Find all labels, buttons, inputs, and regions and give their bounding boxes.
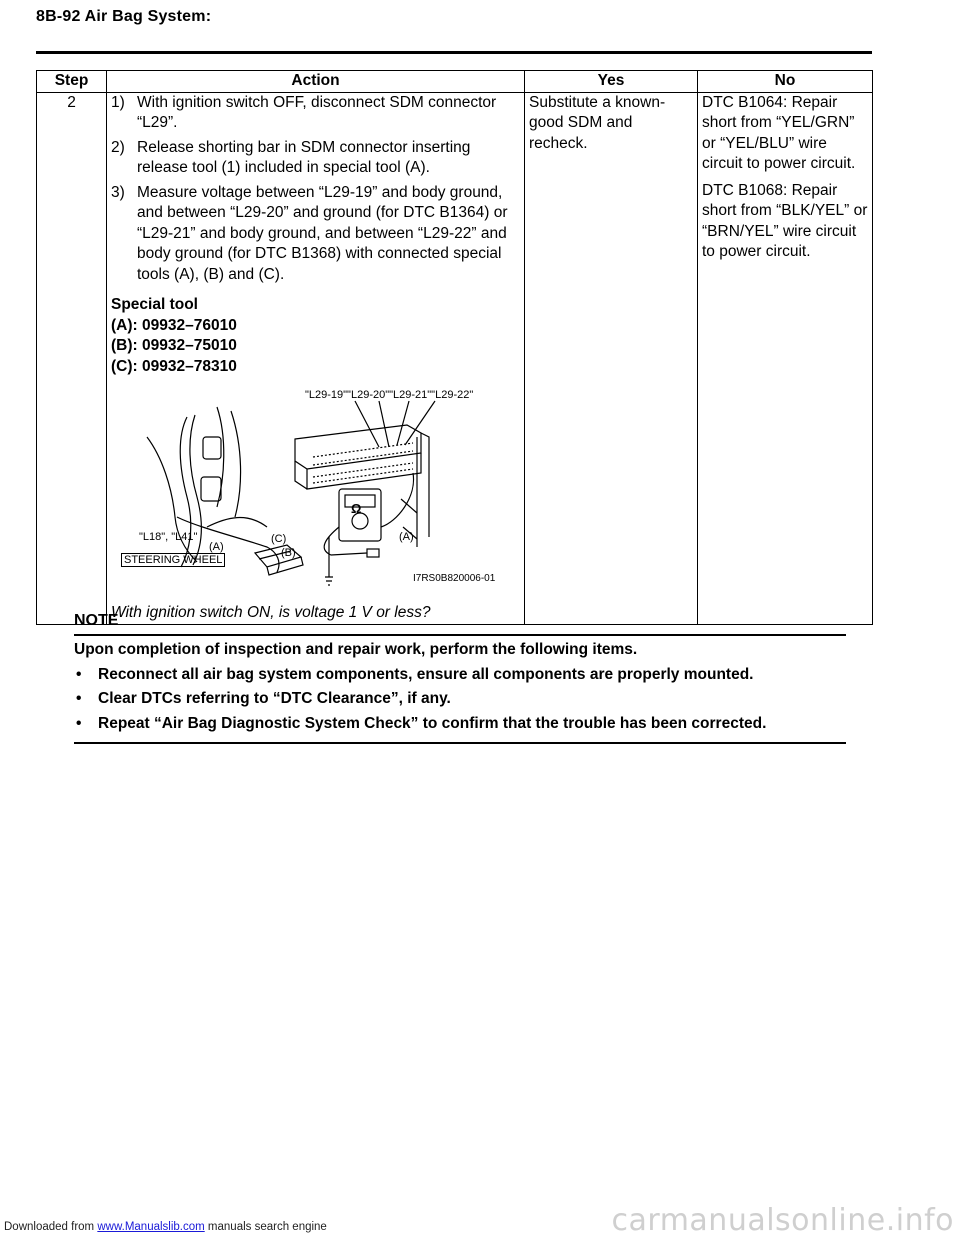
note-title: NOTE	[74, 612, 119, 629]
action-item-text: With ignition switch OFF, disconnect SDM connector “L29”.	[137, 93, 497, 131]
action-item	[111, 138, 520, 179]
footer-suffix: manuals search engine	[207, 1221, 327, 1233]
note-intro: Upon completion of inspection and repair work, perform the following items.	[74, 641, 638, 658]
header-no: No	[698, 71, 873, 93]
terminal-labels: "L29-19""L29-20""L29-21""L29-22"	[305, 389, 474, 401]
step-question: With ignition switch ON, is voltage 1 V or less?	[111, 604, 431, 621]
action-item-text: Measure voltage between “L29-19” and body ground, and between “L29-20” and ground (for DTC B1364) or “L29-21” and body ground, and between “L29-22” and body ground (for DTC B1368) with connected special tools (A), (B) and (C).	[137, 183, 508, 283]
action-item-number: 2)	[111, 138, 125, 156]
action-item	[111, 183, 520, 286]
step-number: 2	[37, 92, 107, 624]
tool-label-a-left: (A)	[209, 541, 224, 553]
list-item	[74, 663, 846, 688]
watermark: carmanualsonline.info	[611, 1203, 954, 1238]
ohm-symbol: Ω	[351, 501, 362, 516]
header-action: Action	[107, 71, 525, 93]
wiring-illustration	[117, 377, 517, 599]
bullet-icon: •	[76, 665, 82, 683]
note-bullet-text: Repeat “Air Bag Diagnostic System Check” to confirm that the trouble has been corrected.	[98, 714, 767, 732]
action-item	[111, 93, 520, 134]
note-box	[74, 612, 846, 744]
no-cell	[698, 92, 873, 624]
header-rule	[36, 51, 872, 54]
list-item	[74, 712, 846, 737]
bullet-icon: •	[76, 714, 82, 732]
page-title: 8B-92 Air Bag System:	[36, 8, 212, 25]
action-cell	[107, 92, 525, 624]
tool-label-b: (B)	[281, 547, 296, 559]
yes-text: Substitute a known-good SDM and recheck.	[529, 93, 666, 152]
header-yes: Yes	[525, 71, 698, 93]
special-tool-b: (B): 09932–75010	[111, 337, 237, 354]
note-bullet-text: Reconnect all air bag system components, ensure all components are properly mounted.	[98, 665, 754, 683]
list-item	[74, 687, 846, 712]
note-rule-bottom	[74, 742, 846, 744]
no-text: DTC B1064: Repair short from “YEL/GRN” or “YEL/BLU” wire circuit to power circuit.	[702, 93, 856, 172]
table-header-row	[37, 71, 873, 93]
image-code: I7RS0B820006-01	[413, 573, 496, 584]
special-tool-a: (A): 09932–76010	[111, 316, 237, 334]
action-item-number: 1)	[111, 93, 125, 111]
special-tool-heading: Special tool	[111, 296, 198, 313]
footer-prefix: Downloaded from	[4, 1221, 95, 1233]
action-item-text: Release shorting bar in SDM connector inserting release tool (1) included in special tool (A).	[137, 138, 471, 176]
note-bullet-text: Clear DTCs referring to “DTC Clearance”, if any.	[98, 690, 451, 707]
special-tool-block	[111, 295, 520, 377]
manualslib-link[interactable]: www.Manualslib.com	[97, 1221, 205, 1233]
download-footer	[4, 1221, 327, 1233]
tool-label-a-right: (A)	[399, 531, 414, 543]
tool-label-c: (C)	[271, 533, 287, 545]
connector-label: "L18", "L41"	[139, 531, 198, 543]
action-item-number: 3)	[111, 183, 125, 201]
steering-wheel-label: STEERING WHEEL	[121, 553, 225, 567]
no-text: DTC B1068: Repair short from “BLK/YEL” or “BRN/YEL” wire circuit to power circuit.	[702, 181, 868, 260]
page-header	[36, 4, 872, 52]
bullet-icon: •	[76, 690, 82, 707]
header-step: Step	[37, 71, 107, 93]
note-body	[74, 636, 846, 736]
diagnostic-table	[36, 70, 873, 625]
yes-cell	[525, 92, 698, 624]
table-row	[37, 92, 873, 624]
special-tool-c: (C): 09932–78310	[111, 357, 237, 375]
